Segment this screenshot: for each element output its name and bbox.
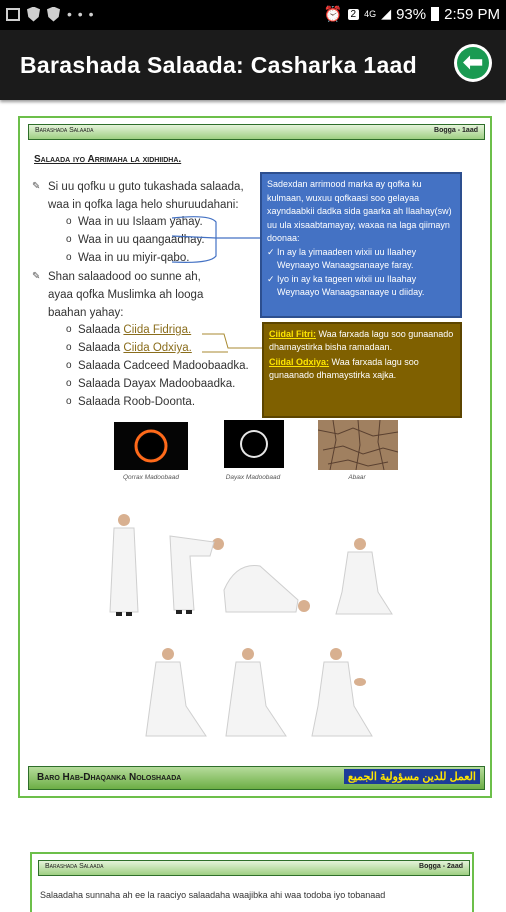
drought-image (318, 420, 398, 470)
caption-lunar: Dayax Madoobaad (225, 474, 281, 481)
note-point: ✓ Iyo in ay ka tageen wixii uu Ilaahay Weynaayo Wanaagsanaaye u diiday. (267, 273, 455, 300)
arrow-left-icon: ⬅ (457, 47, 489, 79)
prayer-item: o Salaada Ciida Fidriga. (78, 324, 191, 336)
page-footer-bar (28, 766, 485, 790)
gallery-icon (6, 8, 20, 21)
para2-line1: Shan salaadood oo sunne ah, (48, 271, 201, 283)
condition-item: o Waa in uu qaangaadhay. (78, 234, 205, 246)
para2-line2: ayaa qofka Muslimka ah looga (48, 289, 204, 301)
prayer-item: o Salaada Cadceed Madoobaadka. (78, 360, 249, 372)
term-eid-adha: Ciidal Odxiya: (269, 357, 330, 367)
battery-percent: 93% (396, 5, 427, 23)
term-eid-fitr: Ciidal Fitri: (269, 329, 316, 339)
page2-first-line: Salaadaha sunnaha ah ee la raaciyo salaadaha waajibka ahi waa todoba iyo tobanaad (40, 890, 386, 900)
page2-number: Bogga - 2aad (419, 863, 463, 870)
prayer-link[interactable]: Ciida Fidriga. (123, 324, 192, 336)
prayer-link[interactable]: Ciida Odxiya. (123, 342, 192, 354)
para1-line2: waa in qofka laga helo shuruudahani: (48, 199, 239, 211)
prayer-item: o Salaada Ciida Odxiya. (78, 342, 192, 354)
lunar-eclipse-image (224, 420, 284, 468)
prayer-dua-figure (306, 640, 374, 744)
condition-item: o Waa in uu miyir-qabo. (78, 252, 189, 264)
prayer-salam-figure (222, 640, 290, 744)
battery-icon (431, 7, 439, 21)
prayer-standing-figure (104, 508, 144, 620)
caption-solar: Qorrax Madoobaad (122, 474, 179, 481)
app-title: Barashada Salaada: Casharka 1aad (20, 52, 417, 78)
back-button[interactable] (454, 44, 492, 82)
footer-arabic-logo: العمل للدين مسؤولية الجميع (344, 769, 480, 784)
eid-definition-box: Ciidal Fitri: Waa farxada lagu soo gunaanado dhamaystirka bisha ramadaan. Ciidal Odxiya: Waa farxada lagu soo gunaanado dhamaystirka xajka. (262, 322, 462, 418)
solar-eclipse-image (114, 422, 188, 470)
pen-bullet-icon: ✎ (32, 181, 41, 192)
prayer-item: o Salaada Roob-Doonta. (78, 396, 195, 408)
page2-header-bar (38, 860, 470, 876)
pen-bullet-icon: ✎ (32, 271, 41, 282)
prayer-sitting-figure-2 (140, 640, 208, 744)
shield-icon-2 (47, 7, 60, 22)
conditions-note-box: Sadexdan arrimood marka ay qofka ku kulmaan, wuxuu qofkaasi soo gelayaa xayndaabkii dadka sida gaarka ah Ilaahay(sw) uu ula xisaabtamayay, waxaa na laga qiimayn doonaa: ✓ In ay la yimaadeen wixii uu Ilaahey Weynaayo Wanaagsanaaye faray. ✓ Iyo in ay ka tageen wixii uu Ilaahay Weynaayo Wanaagsanaaye u diiday. (260, 172, 462, 318)
sim-badge: 2 (348, 9, 360, 20)
para1-line1: Si uu qofku u guto tukashada salaada, (48, 181, 244, 193)
prayer-item: o Salaada Dayax Madoobaadka. (78, 378, 235, 390)
note-point: ✓ In ay la yimaadeen wixii uu Ilaahey Weynaayo Wanaagsanaaye faray. (267, 246, 455, 273)
prayer-prostration-figure (216, 554, 312, 618)
lesson-page-1 (18, 116, 492, 798)
section-heading: Salaada iyo Arrimaha la xidhiidha. (34, 154, 182, 165)
status-bar (0, 0, 506, 30)
clock: 2:59 PM (444, 5, 500, 23)
more-notifications-icon: • • • (67, 6, 95, 22)
page-header-title: Barashada Salaada (35, 127, 94, 134)
page-header-bar (28, 124, 485, 140)
footer-slogan: Baro Hab-Dhaqanka Noloshaada (37, 772, 182, 783)
network-label: 4G (364, 9, 377, 19)
lesson-page-2 (30, 852, 474, 912)
para2-line3: baahan yahay: (48, 307, 124, 319)
gold-connector (202, 328, 264, 358)
signal-icon: ◢ (381, 6, 392, 21)
condition-item: o Waa in uu Islaam yahay. (78, 216, 203, 228)
caption-drought: Abaar (348, 474, 366, 481)
prayer-sitting-figure (328, 532, 394, 622)
page-number: Bogga - 1aad (434, 127, 478, 134)
alarm-icon: ⏰ (323, 6, 343, 23)
page2-header-title: Barashada Salaada (45, 863, 104, 870)
app-bar (0, 30, 506, 100)
connector-bracket (170, 214, 262, 266)
shield-icon (27, 7, 40, 22)
